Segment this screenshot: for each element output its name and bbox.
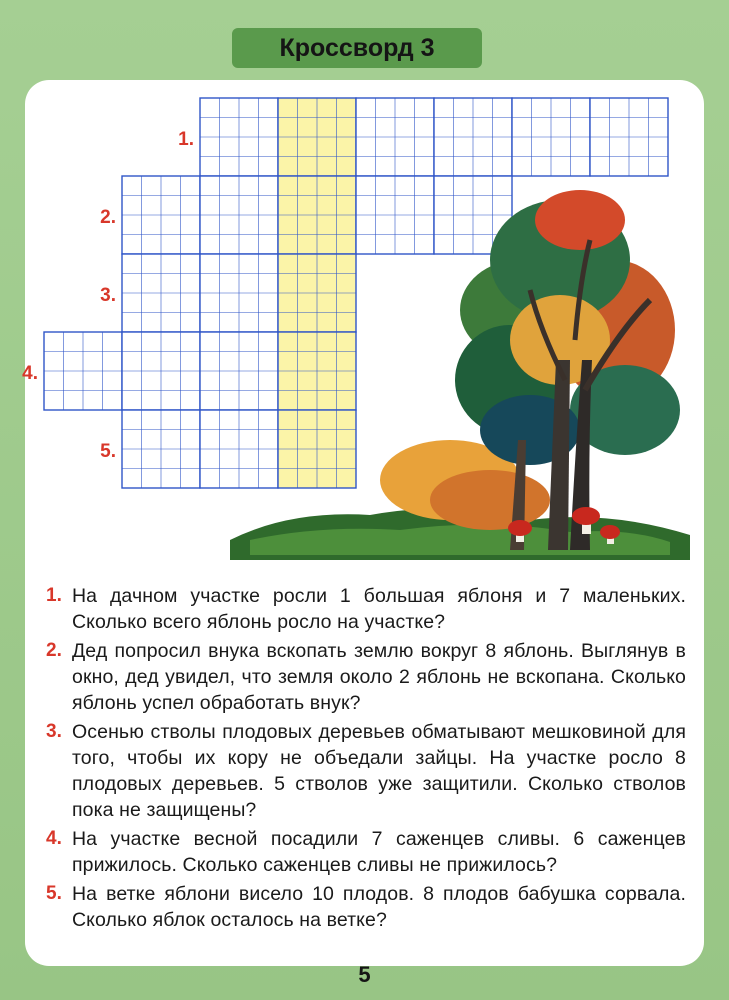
page-number: 5 [358, 962, 371, 987]
crossword-cell[interactable] [44, 332, 122, 410]
task-list [46, 583, 686, 936]
crossword-cell[interactable] [122, 254, 200, 332]
crossword-cell[interactable] [122, 332, 200, 410]
task-text: На дачном участке росли 1 большая яблоня и 7 маленьких. Сколько всего яблонь росло на участке? [72, 585, 686, 633]
task-text: На ветке яблони висело 10 плодов. 8 плодов бабушка сорвала. Сколько яблок осталось на ветке? [72, 883, 686, 931]
task-text: На участке весной посадили 7 саженцев сливы. 6 саженцев прижилось. Сколько саженцев сливы не прижилось? [72, 828, 686, 876]
crossword-row-label: 2. [100, 207, 116, 228]
crossword-row-label: 5. [100, 441, 116, 462]
crossword-cell[interactable] [122, 410, 200, 488]
task-number: 3. [46, 721, 62, 742]
task-number: 2. [46, 640, 62, 661]
task-item [46, 583, 686, 635]
crossword-row-label: 4. [22, 363, 38, 384]
crossword-cell[interactable] [200, 98, 278, 176]
crossword-cell[interactable] [590, 98, 668, 176]
task-item [46, 638, 686, 716]
task-text: Осенью стволы плодовых деревьев обматывают мешковиной для того, чтобы их кору не объедали зайцы. На участке росло 8 плодовых деревьев. 5 стволов уже защитили. Сколько стволов пока не защищены? [72, 721, 686, 821]
task-number: 1. [46, 585, 62, 606]
task-text: Дед попросил внука вскопать землю вокруг 8 яблонь. Выглянув в окно, дед увидел, что земля около 2 яблонь не вскопана. Сколько яблонь успел обработать внук? [72, 640, 686, 714]
crossword-cell[interactable] [122, 176, 200, 254]
crossword-cell[interactable] [434, 98, 512, 176]
task-item [46, 719, 686, 823]
crossword-cell[interactable] [512, 98, 590, 176]
crossword-row-label: 1. [178, 129, 194, 150]
page-title: Кроссворд 3 [279, 33, 435, 62]
crossword-row-label: 3. [100, 285, 116, 306]
crossword-cell[interactable] [356, 98, 434, 176]
crossword-cell[interactable] [278, 98, 356, 176]
task-number: 5. [46, 883, 62, 904]
task-item [46, 881, 686, 933]
task-number: 4. [46, 828, 62, 849]
task-item [46, 826, 686, 878]
tree-with-mushrooms-illustration [230, 180, 690, 560]
